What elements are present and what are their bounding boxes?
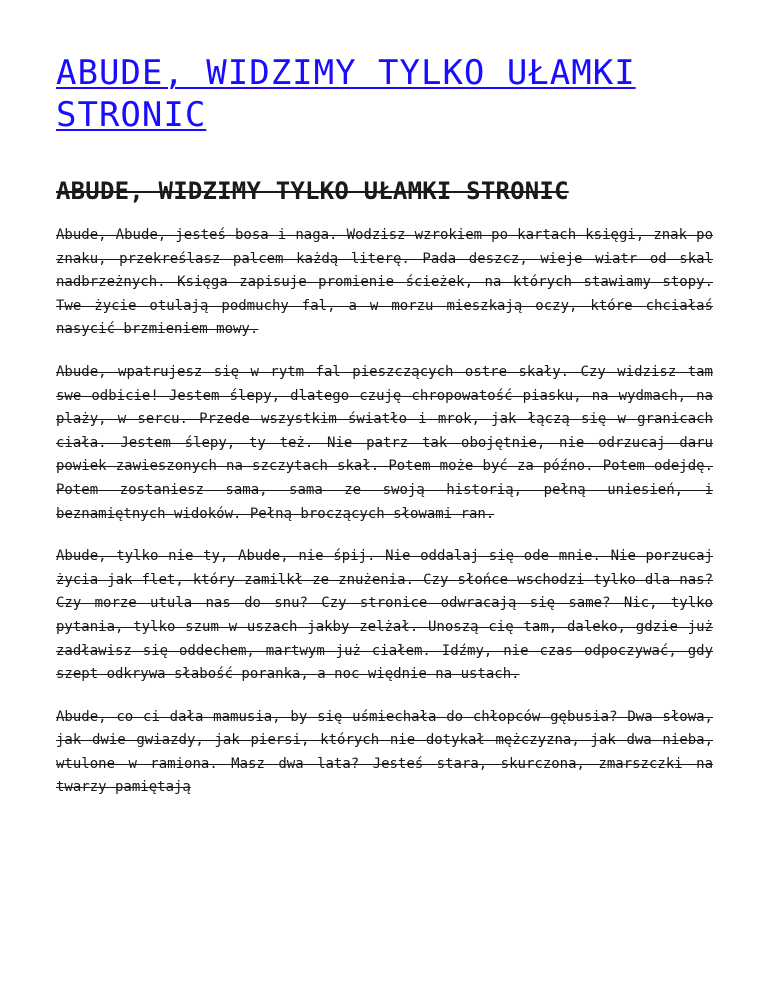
paragraph-3: Abude, tylko nie ty, Abude, nie śpij. Nie oddalaj się ode mnie. Nie porzucaj życia jak flet, który zamilkł ze znużenia. Czy słońce wschodzi tylko dla nas? Czy morze utula nas do snu? Czy stronice odwracają się same? Nic, tylko pytania, tylko szum w uszach jakby zelżał. Unoszą cię tam, daleko, gdzie już zadławisz się oddechem, martwym już ciałem. Idźmy, nie czas odpoczywać, gdy szept odkrywa słabość poranka, a noc więdnie na ustach. — [56, 548, 713, 683]
article — [56, 52, 713, 819]
page-title-link[interactable]: ABUDE, WIDZIMY TYLKO UŁAMKI STRONIC — [56, 53, 636, 135]
paragraph-1: Abude, Abude, jesteś bosa i naga. Wodzisz wzrokiem po kartach księgi, znak po znaku, przekreślasz palcem każdą literę. Pada deszcz, wieje wiatr od skal nadbrzeżnych. Księga zapisuje promienie ścieżek, na których stawiamy stopy. Twe życie otulają podmuchy fal, a w morzu mieszkają oczy, które chciałaś nasycić brzmieniem mowy. — [56, 227, 713, 338]
paragraph-2: Abude, wpatrujesz się w rytm fal pieszczących ostre skały. Czy widzisz tam swe odbicie! Jestem ślepy, dlatego czuję chropowatość piasku, na wydmach, na plaży, w sercu. Przede wszystkim światło i mrok, jak łączą się w granicach ciała. Jestem ślepy, ty też. Nie patrz tak obojętnie, nie odrzucaj daru powiek zawieszonych na szczytach skał. Potem może być za późno. Potem odejdę. Potem zostaniesz sama, sama ze swoją historią, pełną uniesień, i beznamiętnych widoków. Pełną broczących słowami ran. — [56, 363, 713, 522]
post-heading: ABUDE, WIDZIMY TYLKO UŁAMKI STRONIC — [56, 177, 569, 205]
paragraph-4: Abude, co ci dała mamusia, by się uśmiechała do chłopców gębusia? Dwa słowa, jak dwie gwiazdy, jak piersi, których nie dotykał mężczyzna, jak dwa nieba, wtulone w ramiona. Masz dwa lata? Jesteś stara, skurczona, zmarszczki na twarzy pamiętają — [56, 708, 713, 796]
article-body — [56, 224, 713, 800]
